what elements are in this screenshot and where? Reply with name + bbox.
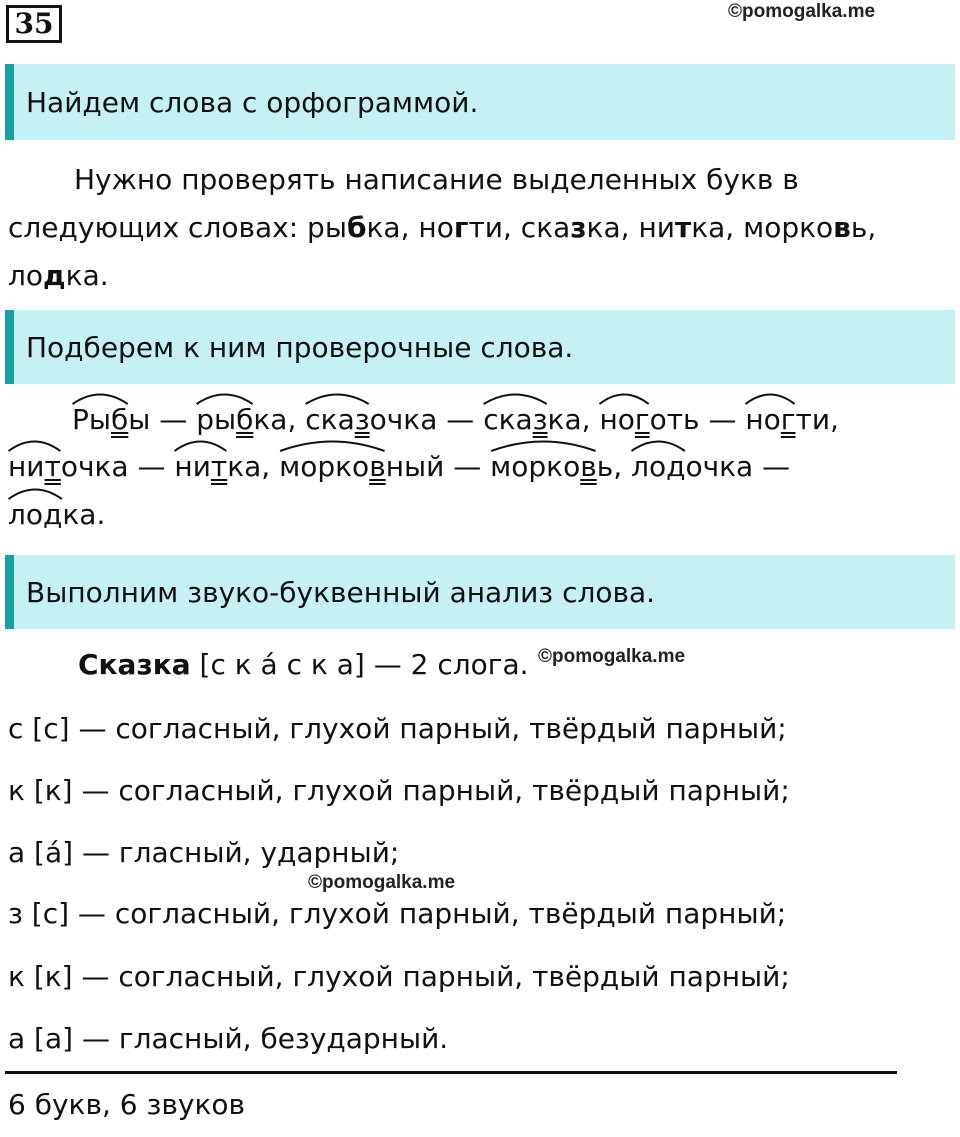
test-word	[72, 403, 150, 436]
test-word	[599, 403, 699, 436]
word-root	[279, 450, 386, 483]
separator: ,	[261, 450, 280, 483]
root-arc-path	[9, 442, 61, 452]
band-3-text: Выполним звуко-буквенный анализ слова.	[26, 575, 656, 609]
word-root	[196, 403, 253, 436]
root-arc-path	[197, 395, 253, 405]
summary-text: 6 букв, 6 звуков	[8, 1088, 245, 1121]
word-part: ка	[586, 211, 621, 244]
root-arc-path	[9, 490, 62, 500]
word-part: ска	[483, 403, 533, 436]
checked-letter: в	[369, 450, 386, 483]
root-arc	[490, 438, 597, 452]
section-band-2	[5, 310, 955, 384]
divider-line	[5, 1071, 897, 1074]
test-word	[305, 403, 437, 436]
word-part: ка	[691, 211, 726, 244]
analysis-row: к [к] — согласный, глухой парный, твёрдый парный;	[8, 774, 790, 807]
checked-letter: в	[580, 450, 597, 483]
word-part: оть	[649, 403, 700, 436]
checked-letter: г	[780, 403, 796, 436]
separator: ,	[287, 403, 306, 436]
analysis-row: а [а] — гласный, безударный.	[8, 1022, 449, 1055]
word-part: ы	[128, 403, 151, 436]
word-root	[599, 403, 649, 436]
word-part: морко	[279, 450, 370, 483]
word-part: ни	[8, 450, 45, 483]
checked-letter: т	[44, 450, 61, 483]
test-word	[631, 450, 753, 483]
root-arc	[196, 391, 253, 405]
analysis-row: з [с] — согласный, глухой парный, твёрдый парный;	[8, 897, 787, 930]
spelling-word	[418, 211, 503, 244]
checked-letter: г	[634, 403, 650, 436]
word-part: но	[599, 403, 635, 436]
root-arc	[279, 438, 386, 452]
word-root	[305, 403, 369, 436]
separator: —	[128, 450, 175, 483]
watermark-top: ©pomogalka.me	[728, 1, 876, 22]
word-part: Ры	[72, 403, 111, 436]
spelling-paragraph	[8, 156, 948, 300]
highlighted-letter: з	[570, 211, 587, 244]
word-part: ка	[65, 259, 100, 292]
word-part: морко	[743, 211, 834, 244]
word-root	[174, 450, 227, 483]
root-arc-path	[491, 442, 595, 452]
checked-letter: т	[210, 450, 228, 483]
test-word	[8, 450, 129, 483]
word-part: морко	[490, 450, 581, 483]
word-part: ка	[62, 498, 97, 531]
band-1-text: Найдем слова с орфограммой.	[26, 85, 479, 119]
root-arc-path	[280, 442, 384, 452]
word-root	[8, 498, 62, 531]
separator: —	[150, 403, 197, 436]
word-part: ска	[305, 403, 355, 436]
root-arc	[174, 438, 227, 452]
spelling-word	[8, 259, 100, 292]
root-arc-path	[600, 395, 649, 405]
spelling-word	[638, 211, 725, 244]
root-arc	[8, 438, 61, 452]
root-arc-path	[306, 395, 369, 405]
word-part: ь	[596, 450, 614, 483]
separator: ,	[867, 211, 877, 244]
root-arc	[745, 391, 795, 405]
word-part: ь	[850, 211, 868, 244]
word-part: ры	[196, 403, 237, 436]
word-part: ска	[520, 211, 571, 244]
word-part: ло	[631, 450, 667, 483]
root-arc	[8, 486, 62, 500]
watermark-middle: ©pomogalka.me	[538, 646, 686, 667]
word-part: ка	[366, 211, 401, 244]
separator: .	[99, 259, 109, 292]
word-part: очка	[60, 450, 129, 483]
root-arc-path	[175, 442, 227, 452]
word-root	[483, 403, 547, 436]
test-word	[483, 403, 581, 436]
separator: ,	[830, 403, 839, 436]
separator: ,	[502, 211, 521, 244]
highlighted-letter: т	[674, 211, 692, 244]
watermark-lower: ©pomogalka.me	[308, 872, 456, 893]
word-root	[8, 450, 61, 483]
section-band-1	[5, 64, 955, 140]
word-part: ный	[385, 450, 445, 483]
analysis-transcription: [с к á с к а] — 2 слога.	[190, 648, 529, 681]
word-root	[72, 403, 128, 436]
separator: .	[96, 498, 106, 531]
word-part: ни	[174, 450, 211, 483]
separator: —	[753, 450, 791, 483]
word-part: ти	[468, 211, 503, 244]
band-2-text: Подберем к ним проверочные слова.	[26, 330, 574, 364]
separator: ,	[725, 211, 744, 244]
word-part: но	[418, 211, 454, 244]
separator: —	[437, 403, 484, 436]
test-word	[490, 450, 613, 483]
spelling-word	[521, 211, 621, 244]
separator: ,	[581, 403, 600, 436]
word-part: ка	[253, 403, 288, 436]
separator: ,	[400, 211, 419, 244]
root-arc-path	[632, 442, 685, 452]
task-number: 35	[6, 5, 62, 43]
root-arc-path	[73, 395, 128, 405]
root-arc	[72, 391, 128, 405]
word-part: ка	[227, 450, 262, 483]
highlighted-letter: д	[43, 259, 66, 292]
highlighted-letter: г	[453, 211, 469, 244]
separator: —	[444, 450, 491, 483]
section-band-3	[5, 555, 955, 629]
test-word	[8, 498, 96, 531]
highlighted-letter: б	[346, 211, 367, 244]
analysis-row: к [к] — согласный, глухой парный, твёрдый парный;	[8, 960, 790, 993]
root-arc	[483, 391, 547, 405]
checked-letter: з	[354, 403, 370, 436]
root-arc-path	[484, 395, 547, 405]
test-word	[196, 403, 287, 436]
word-part: очка	[685, 450, 754, 483]
word-part: ни	[638, 211, 675, 244]
word-part: ло	[8, 498, 44, 531]
pairs-line-1	[72, 403, 839, 436]
word-part: ти	[795, 403, 831, 436]
paragraph-intro: Нужно проверять написание выделенных букв в следующих словах:	[8, 163, 799, 244]
highlighted-letter: в	[833, 211, 851, 244]
checked-letter: б	[236, 403, 254, 436]
test-word	[745, 403, 830, 436]
word-part: ры	[307, 211, 347, 244]
test-word	[174, 450, 261, 483]
spelling-word	[743, 211, 867, 244]
checked-letter: з	[532, 403, 548, 436]
test-word	[279, 450, 444, 483]
root-arc-path	[746, 395, 795, 405]
word-part: но	[745, 403, 781, 436]
spelling-word	[307, 211, 401, 244]
analysis-row: с [с] — согласный, глухой парный, твёрдый парный;	[8, 712, 787, 745]
separator: ,	[620, 211, 639, 244]
analysis-word: Сказка	[78, 648, 191, 681]
analysis-heading	[78, 648, 529, 681]
checked-letter: д	[666, 450, 686, 483]
word-part: ло	[8, 259, 44, 292]
analysis-row: а [á] — гласный, ударный;	[8, 836, 400, 869]
root-arc	[305, 391, 369, 405]
word-part: очка	[369, 403, 438, 436]
word-root	[631, 450, 685, 483]
word-root	[490, 450, 597, 483]
word-root	[745, 403, 795, 436]
pairs-line-2	[8, 450, 790, 483]
pairs-line-3	[8, 498, 105, 531]
root-arc	[599, 391, 649, 405]
checked-letter: б	[111, 403, 129, 436]
separator: ,	[613, 450, 632, 483]
word-part: ка	[547, 403, 582, 436]
checked-letter: д	[43, 498, 63, 531]
root-arc	[631, 438, 685, 452]
separator: —	[699, 403, 746, 436]
